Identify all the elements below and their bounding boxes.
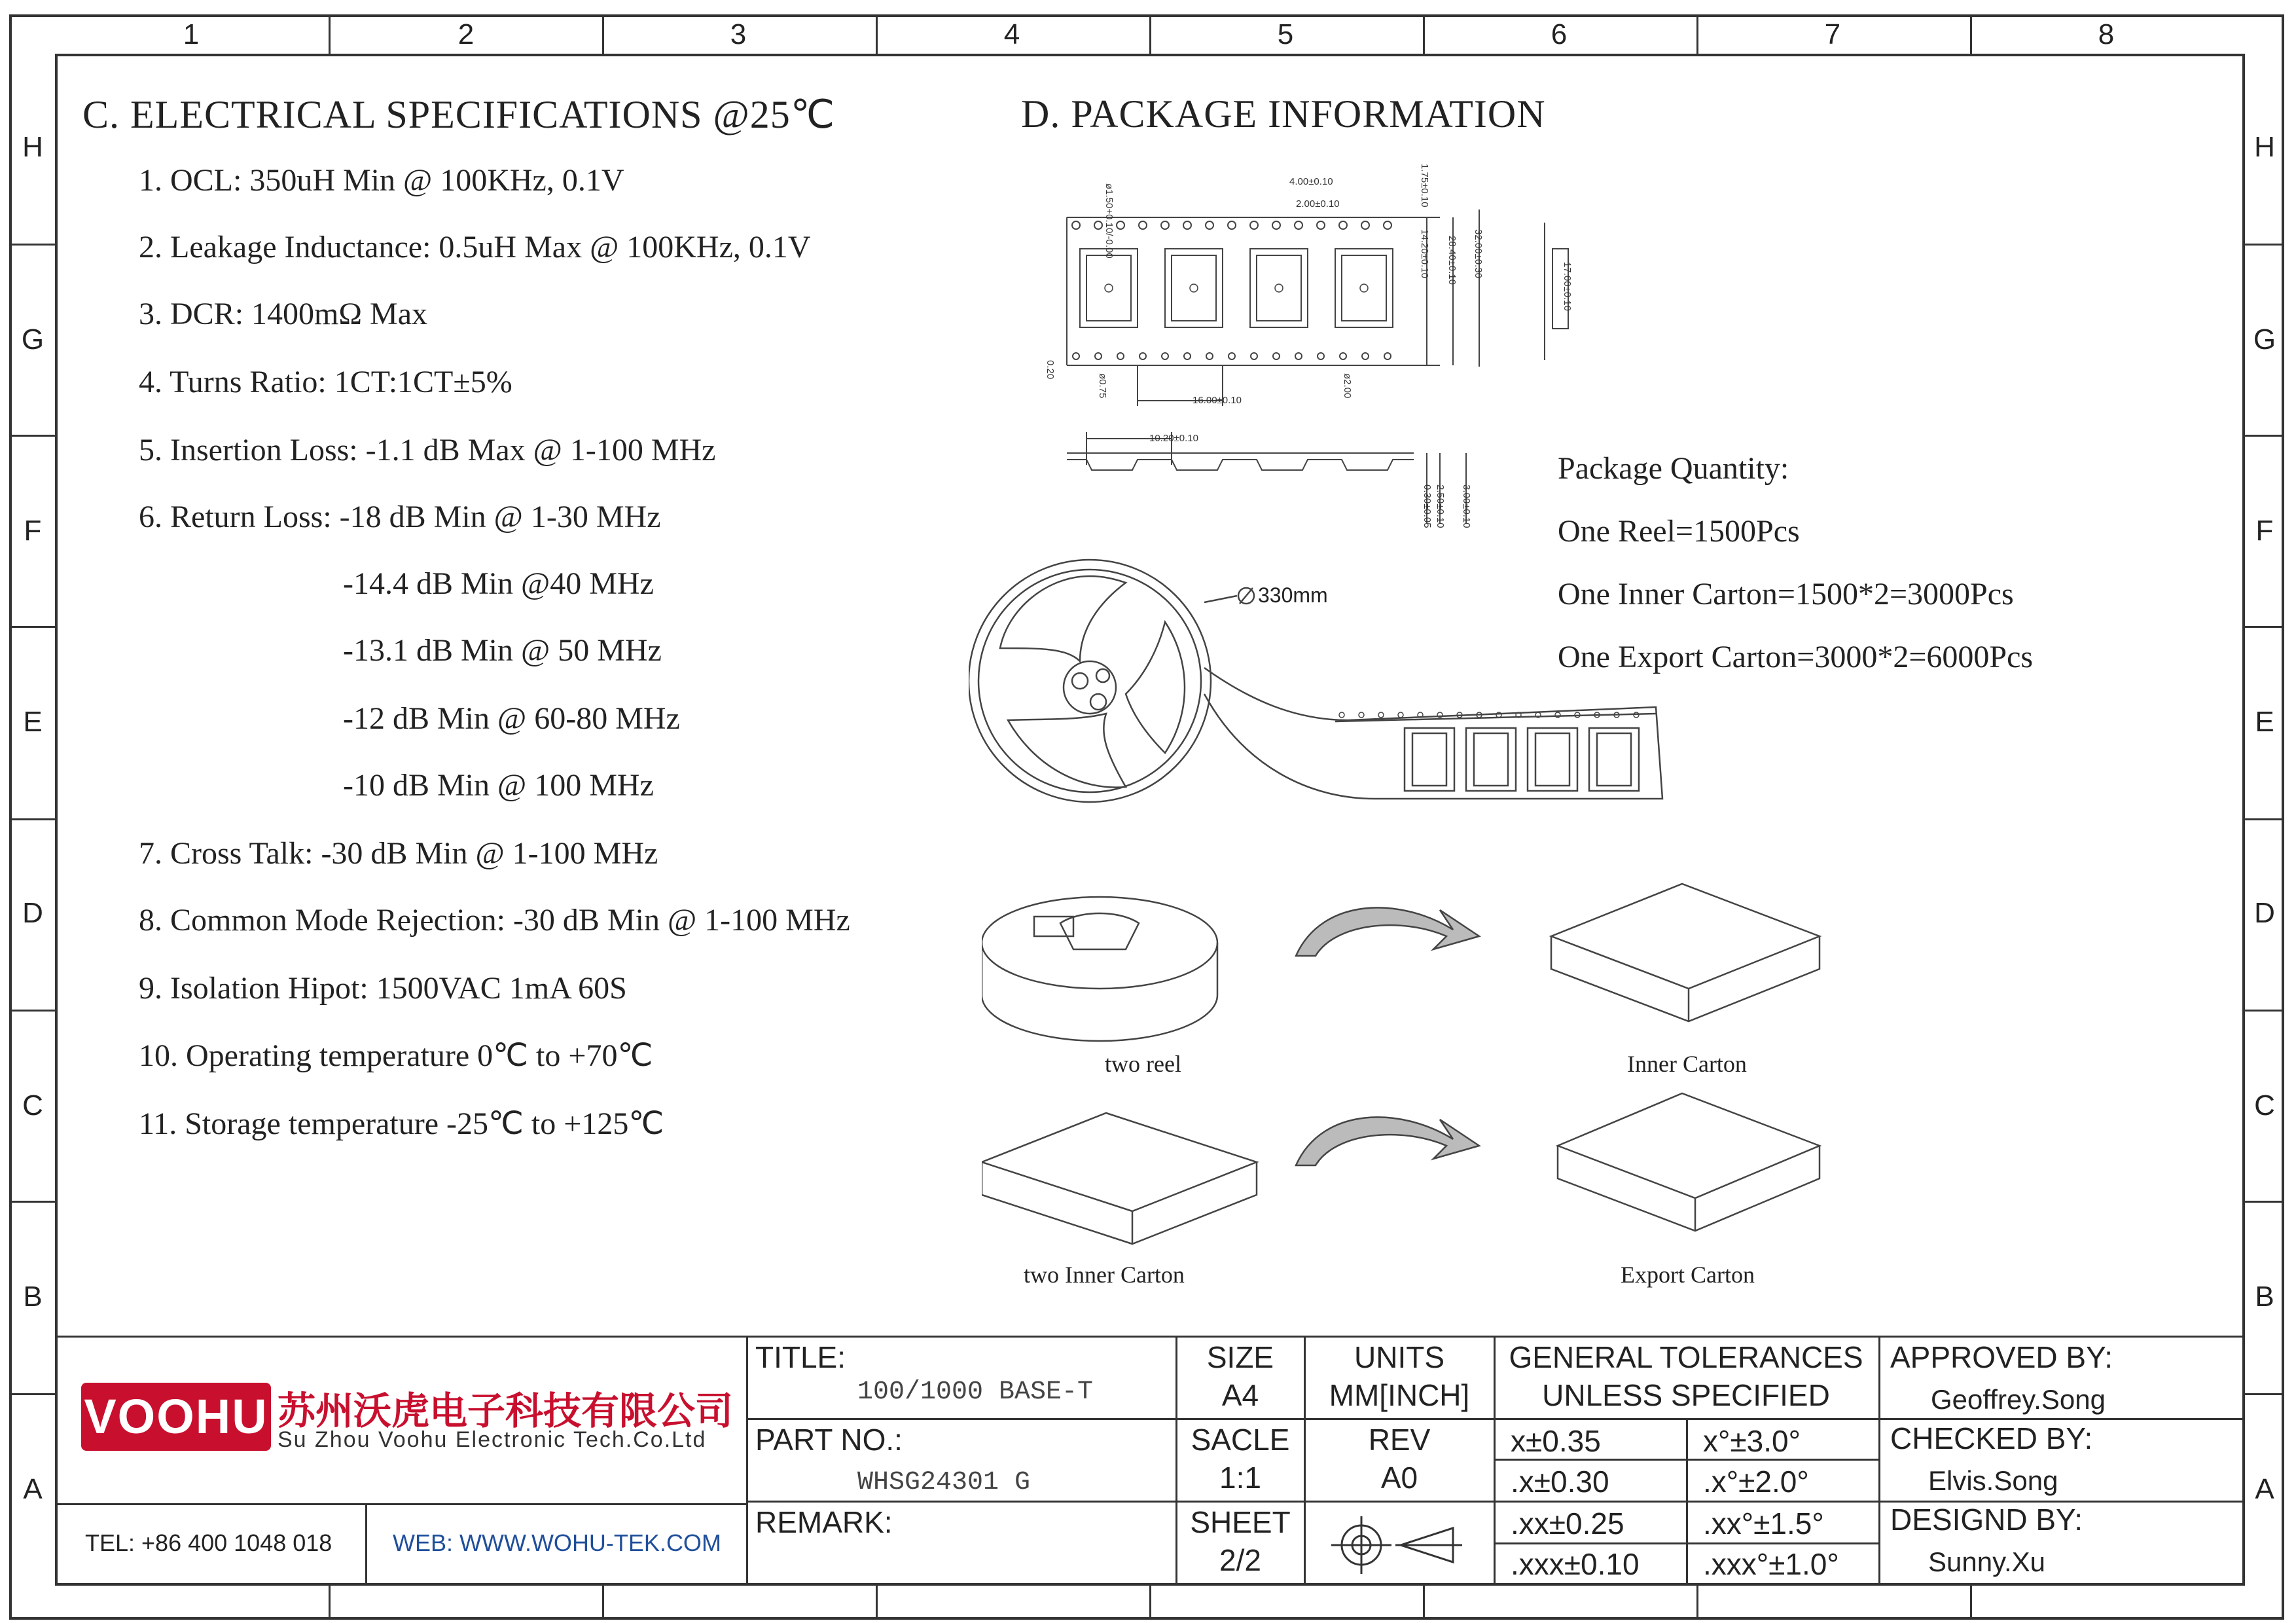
tolerance-angular: .xx°±1.5° — [1703, 1506, 1824, 1541]
dim-label: 2.00±0.10 — [1296, 198, 1340, 210]
spec-item: -10 dB Min @ 100 MHz — [343, 768, 654, 803]
remark-label: REMARK: — [755, 1505, 893, 1539]
zone-row-label: B — [23, 1281, 43, 1313]
zone-col-label: 7 — [1824, 18, 1841, 50]
title-block-divider — [1494, 1336, 1496, 1586]
tolerances-label: GENERAL TOLERANCES — [1509, 1340, 1863, 1374]
zone-row-label: A — [23, 1473, 43, 1505]
zone-row-label: B — [2255, 1281, 2274, 1313]
zone-divider — [876, 14, 878, 54]
zone-divider — [602, 1586, 604, 1620]
title-block-divider — [1304, 1336, 1306, 1586]
checked-by-value: Elvis.Song — [1928, 1465, 2058, 1496]
package-quantity-line: One Reel=1500Pcs — [1558, 514, 1800, 549]
spec-item: -13.1 dB Min @ 50 MHz — [343, 633, 662, 668]
zone-divider — [2245, 1393, 2284, 1395]
zone-col-label: 4 — [1003, 18, 1020, 50]
package-quantity-line: One Inner Carton=1500*2=3000Pcs — [1558, 577, 2014, 611]
approved-by-label: APPROVED BY: — [1890, 1340, 2113, 1374]
dim-label: 1.75±0.10 — [1419, 164, 1430, 208]
part-no-value: WHSG24301 G — [857, 1468, 1031, 1497]
zone-divider — [2245, 244, 2284, 246]
zone-divider — [1970, 1586, 1972, 1620]
sheet-value: 2/2 — [1219, 1543, 1261, 1577]
designed-by-value: Sunny.Xu — [1928, 1546, 2046, 1577]
tolerances-sublabel: UNLESS SPECIFIED — [1542, 1378, 1830, 1412]
zone-divider — [2245, 1201, 2284, 1203]
zone-divider — [9, 626, 55, 628]
tolerance-angular: x°±3.0° — [1703, 1424, 1801, 1458]
title-block-divider — [746, 1501, 1494, 1503]
spec-item: -14.4 dB Min @40 MHz — [343, 566, 654, 601]
tolerance-linear: .xxx±0.10 — [1511, 1547, 1640, 1581]
zone-divider — [1970, 14, 1972, 54]
spec-item: 4. Turns Ratio: 1CT:1CT±5% — [139, 365, 512, 399]
zone-divider — [2245, 435, 2284, 437]
tolerance-linear: .xx±0.25 — [1511, 1506, 1624, 1541]
zone-divider — [1423, 14, 1425, 54]
tolerance-angular: .x°±2.0° — [1703, 1465, 1809, 1499]
dim-label: 16.00±0.10 — [1193, 395, 1242, 406]
title-value: 100/1000 BASE-T — [857, 1377, 1094, 1407]
zone-row-label: E — [2255, 706, 2274, 738]
zone-divider — [1149, 14, 1151, 54]
tolerance-linear: .x±0.30 — [1511, 1465, 1609, 1499]
dim-label: 4.00±0.10 — [1289, 176, 1333, 187]
spec-item: 2. Leakage Inductance: 0.5uH Max @ 100KHz, 0.1V — [139, 230, 811, 264]
zone-divider — [9, 1010, 55, 1012]
title-block-divider — [746, 1336, 748, 1586]
dim-label: 32.00±0.30 — [1473, 229, 1484, 278]
spec-item: 11. Storage temperature -25℃ to +125℃ — [139, 1106, 664, 1141]
spec-item: 1. OCL: 350uH Min @ 100KHz, 0.1V — [139, 163, 624, 198]
dim-label: 14.20±0.10 — [1419, 229, 1430, 278]
caption-export-carton: Export Carton — [1621, 1262, 1755, 1288]
dim-label: 2.50±0.10 — [1435, 484, 1446, 528]
company-logo-text: VOOHU — [84, 1389, 268, 1444]
spec-item: 8. Common Mode Rejection: -30 dB Min @ 1-100 MHz — [139, 903, 850, 938]
zone-row-label: E — [23, 706, 43, 738]
zone-divider — [2245, 818, 2284, 820]
rev-value: A0 — [1380, 1461, 1418, 1495]
zone-divider — [9, 818, 55, 820]
spec-item: 10. Operating temperature 0℃ to +70℃ — [139, 1038, 653, 1073]
title-block-divider — [746, 1418, 1494, 1420]
zone-row-label: G — [2253, 323, 2276, 356]
zone-divider — [329, 14, 331, 54]
title-block-divider — [1494, 1501, 2245, 1503]
zone-row-label: H — [22, 131, 43, 163]
dim-label: 0.20 — [1045, 360, 1056, 380]
zone-divider — [9, 1201, 55, 1203]
rev-label: REV — [1368, 1423, 1431, 1457]
zone-col-label: 3 — [730, 18, 747, 50]
spec-item: 9. Isolation Hipot: 1500VAC 1mA 60S — [139, 971, 627, 1006]
reel-diameter-label: 330mm — [1258, 583, 1328, 607]
dim-label: 3.00±0.10 — [1461, 484, 1472, 528]
sheet-label: SHEET — [1190, 1505, 1291, 1539]
zone-divider — [1696, 1586, 1698, 1620]
title-block-divider — [1494, 1418, 2245, 1420]
spec-item: 6. Return Loss: -18 dB Min @ 1-30 MHz — [139, 500, 661, 534]
dim-label: 0.30±0.05 — [1422, 484, 1433, 528]
zone-divider — [1423, 1586, 1425, 1620]
checked-by-label: CHECKED BY: — [1890, 1421, 2093, 1455]
zone-row-label: G — [21, 323, 45, 356]
caption-two-reel: two reel — [1105, 1051, 1181, 1077]
tolerance-angular: .xxx°±1.0° — [1703, 1547, 1839, 1581]
zone-divider — [1149, 1586, 1151, 1620]
title-block-divider — [1878, 1336, 1880, 1586]
title-label: TITLE: — [755, 1340, 846, 1374]
size-label: SIZE — [1206, 1340, 1274, 1374]
electrical-section-title: C. ELECTRICAL SPECIFICATIONS @25℃ — [82, 93, 836, 136]
dim-label: 10.20±0.10 — [1149, 433, 1198, 444]
zone-divider — [876, 1586, 878, 1620]
units-value: MM[INCH] — [1329, 1378, 1470, 1412]
title-block-divider — [1175, 1336, 1177, 1586]
dim-label: ø0.75 — [1097, 373, 1108, 399]
zone-row-label: F — [2255, 515, 2274, 547]
zone-divider — [329, 1586, 331, 1620]
zone-divider — [9, 435, 55, 437]
zone-divider — [602, 14, 604, 54]
zone-col-label: 2 — [457, 18, 475, 50]
zone-divider — [2245, 1010, 2284, 1012]
zone-row-label: D — [2254, 897, 2275, 929]
designed-by-label: DESIGND BY: — [1890, 1503, 2083, 1537]
package-quantity-title: Package Quantity: — [1558, 451, 1789, 486]
title-block-divider — [365, 1503, 367, 1586]
spec-item: 7. Cross Talk: -30 dB Min @ 1-100 MHz — [139, 836, 658, 871]
spec-item: 3. DCR: 1400mΩ Max — [139, 297, 428, 331]
company-name-cn: 苏州沃虎电子科技有限公司 — [278, 1389, 734, 1433]
dim-label: ø2.00 — [1342, 373, 1353, 399]
spec-item: -12 dB Min @ 60-80 MHz — [343, 701, 680, 736]
zone-col-label: 1 — [183, 18, 200, 50]
caption-inner-carton: Inner Carton — [1627, 1051, 1747, 1077]
zone-row-label: H — [2254, 131, 2275, 163]
dim-label: 28.40±0.10 — [1446, 236, 1458, 285]
scale-label: SACLE — [1191, 1423, 1290, 1457]
packing-flow-drawing — [982, 871, 1833, 1296]
zone-col-label: 6 — [1551, 18, 1568, 50]
web-label: WEB: WWW.WOHU-TEK.COM — [393, 1529, 721, 1556]
zone-divider — [2245, 626, 2284, 628]
size-value: A4 — [1221, 1378, 1259, 1412]
scale-value: 1:1 — [1219, 1461, 1261, 1495]
zone-col-label: 5 — [1277, 18, 1294, 50]
package-quantity-line: One Export Carton=3000*2=6000Pcs — [1558, 640, 2034, 674]
carrier-tape-drawing — [1021, 157, 1610, 550]
title-block-divider — [55, 1503, 746, 1505]
zone-row-label: C — [22, 1089, 43, 1122]
reel-drawing — [969, 550, 1689, 825]
title-block-divider — [1494, 1459, 1878, 1461]
zone-divider — [9, 244, 55, 246]
zone-row-label: C — [2254, 1089, 2275, 1122]
zone-col-label: 8 — [2098, 18, 2115, 50]
package-section-title: D. PACKAGE INFORMATION — [1021, 92, 1546, 136]
projection-symbol-icon — [1322, 1512, 1473, 1578]
part-no-label: PART NO.: — [755, 1423, 903, 1457]
tolerance-linear: x±0.35 — [1511, 1424, 1601, 1458]
zone-row-label: A — [2255, 1473, 2274, 1505]
approved-by-value: Geoffrey.Song — [1931, 1384, 2106, 1415]
dim-label: ø1.50+0.10/-0.00 — [1103, 183, 1115, 259]
dim-label: 17.00±0.10 — [1562, 262, 1573, 311]
zone-divider — [9, 1393, 55, 1395]
zone-row-label: F — [24, 515, 42, 547]
company-name-en: Su Zhou Voohu Electronic Tech.Co.Ltd — [278, 1427, 707, 1452]
title-block-divider — [1494, 1542, 1878, 1544]
caption-two-inner-carton: two Inner Carton — [1024, 1262, 1185, 1288]
zone-divider — [1696, 14, 1698, 54]
spec-item: 5. Insertion Loss: -1.1 dB Max @ 1-100 MHz — [139, 433, 716, 467]
units-label: UNITS — [1354, 1340, 1444, 1374]
zone-row-label: D — [22, 897, 43, 929]
tel-label: TEL: +86 400 1048 018 — [85, 1529, 332, 1556]
title-block-border — [55, 1336, 2245, 1338]
